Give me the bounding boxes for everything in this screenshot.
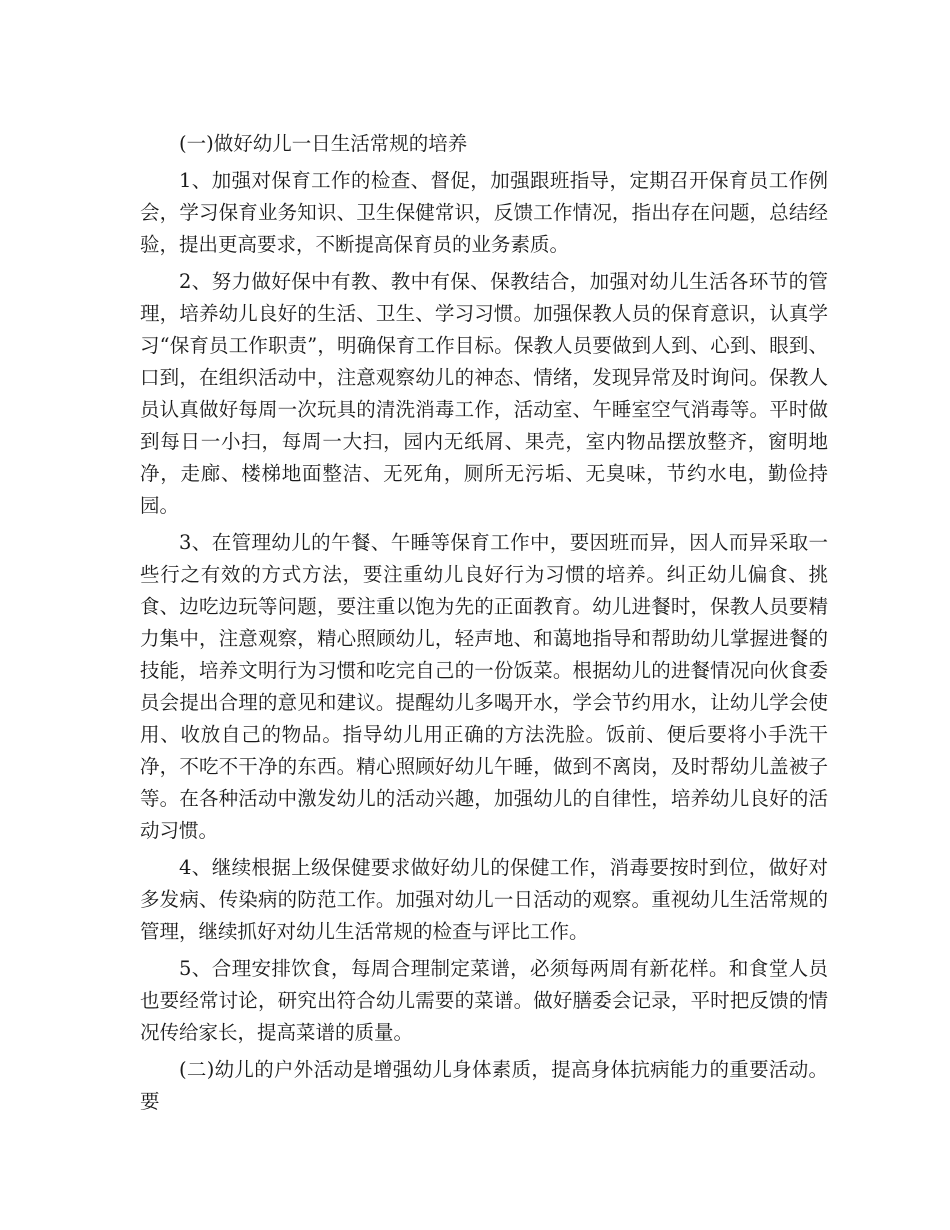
paragraph-5: 5、合理安排饮食，每周合理制定菜谱，必须每两周有新花样。和食堂人员也要经常讨论，研究出符合幼儿需要的菜谱。做好膳委会记录，平时把反馈的情况传给家长，提高菜谱的质量。	[140, 957, 828, 1044]
paragraph-2: 2、努力做好保中有教、教中有保、保教结合，加强对幼儿生活各环节的管理，培养幼儿良好的生活、卫生、学习习惯。加强保教人员的保育意识，认真学习“保育员工作职责”，明确保育工作目标。保教人员要做到人到、心到、眼到、口到，在组织活动中，注意观察幼儿的神态、情绪，发现异常及时询问。保教人员认真做好每周一次玩具的清洗消毒工作，活动室、午睡室空气消毒等。平时做到每日一小扫，每周一大扫，园内无纸屑、果壳，室内物品摆放整齐，窗明地净，走廊、楼梯地面整洁、无死角，厕所无污垢、无臭味，节约水电，勤俭持园。	[140, 270, 828, 517]
paragraph-4: 4、继续根据上级保健要求做好幼儿的保健工作，消毒要按时到位，做好对多发病、传染病的防范工作。加强对幼儿一日活动的观察。重视幼儿生活常规的管理，继续抓好对幼儿生活常规的检查与评比工作。	[140, 856, 828, 943]
document-body	[140, 128, 828, 1123]
section-heading-2: (二)幼儿的户外活动是增强幼儿身体素质，提高身体抗病能力的重要活动。要	[140, 1058, 828, 1113]
paragraph-3: 3、在管理幼儿的午餐、午睡等保育工作中，要因班而异，因人而异采取一些行之有效的方式方法，要注重幼儿良好行为习惯的培养。纠正幼儿偏食、挑食、边吃边玩等问题，要注重以饱为先的正面教育。幼儿进餐时，保教人员要精力集中，注意观察，精心照顾幼儿，轻声地、和蔼地指导和帮助幼儿掌握进餐的技能，培养文明行为习惯和吃完自己的一份饭菜。根据幼儿的进餐情况向伙食委员会提出合理的意见和建议。提醒幼儿多喝开水，学会节约用水，让幼儿学会使用、收放自己的物品。指导幼儿用正确的方法洗脸。饭前、便后要将小手洗干净，不吃不干净的东西。精心照顾好幼儿午睡，做到不离岗，及时帮幼儿盖被子等。在各种活动中激发幼儿的活动兴趣，加强幼儿的自律性，培养幼儿良好的活动习惯。	[140, 531, 828, 842]
paragraph-1: 1、加强对保育工作的检查、督促，加强跟班指导，定期召开保育员工作例会，学习保育业务知识、卫生保健常识，反馈工作情况，指出存在问题，总结经验，提出更高要求，不断提高保育员的业务素质。	[140, 169, 828, 256]
section-heading-1: (一)做好幼儿一日生活常规的培养	[179, 132, 468, 155]
